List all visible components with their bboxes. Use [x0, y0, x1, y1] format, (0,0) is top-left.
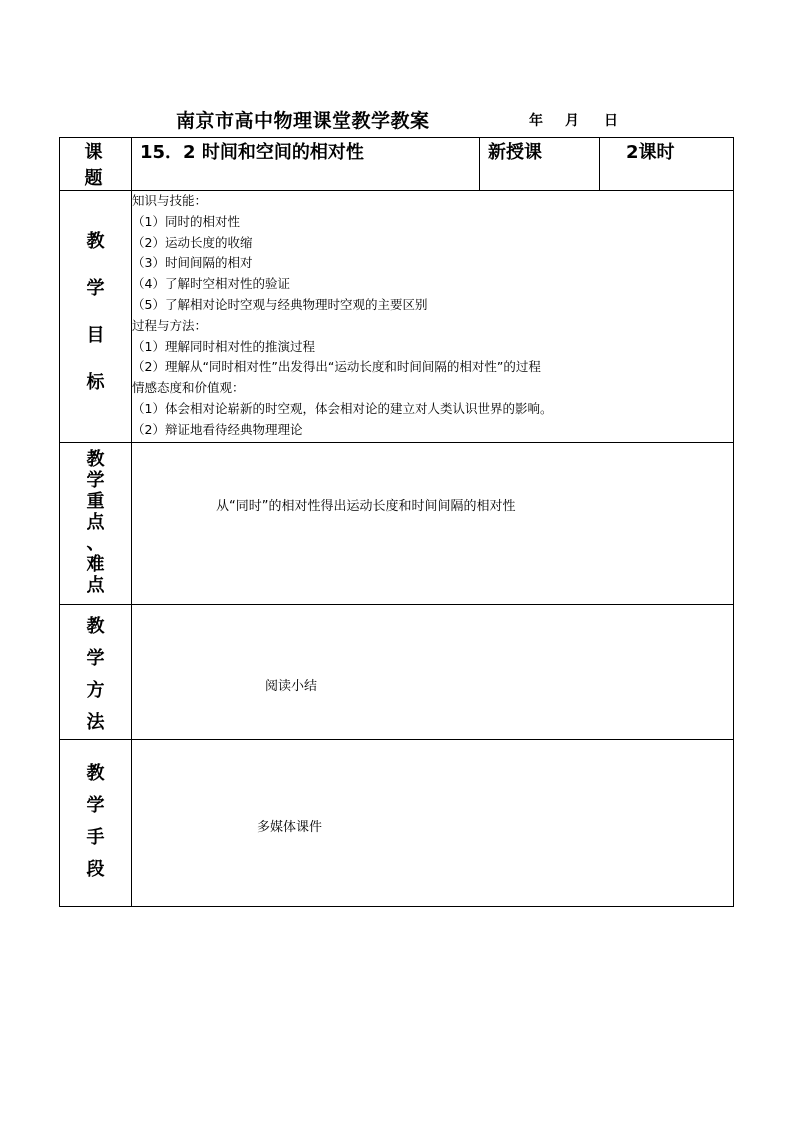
objectives-line: （1）理解同时相对性的推演过程	[132, 338, 315, 354]
method-text: 阅读小结	[265, 679, 318, 694]
objectives-line: 情感态度和价值观：	[132, 380, 245, 396]
lesson-plan-table	[59, 137, 734, 907]
objectives-line: （3）时间间隔的相对	[132, 255, 253, 271]
objectives-content	[132, 191, 734, 443]
year-label: 年	[529, 113, 543, 129]
month-label: 月	[565, 113, 579, 129]
objectives-line: （2）理解从“同时相对性”出发得出“运动长度和时间间隔的相对性”的过程	[132, 359, 541, 375]
title-row	[0, 106, 794, 132]
header-row	[60, 138, 734, 191]
key-points-label: 教 学 重 点 、 难 点	[60, 443, 132, 605]
means-row	[60, 740, 734, 907]
key-points-text: 从“同时”的相对性得出运动长度和时间间隔的相对性	[216, 499, 516, 514]
method-row	[60, 605, 734, 740]
means-content	[132, 740, 734, 907]
topic-label: 课 题	[60, 138, 132, 191]
objectives-row	[60, 191, 734, 443]
topic-value: 15．2 时间和空间的相对性	[132, 138, 480, 191]
method-label: 教 学 方 法	[60, 605, 132, 740]
objectives-line: 知识与技能：	[132, 193, 208, 208]
objectives-line: （4）了解时空相对性的验证	[132, 276, 290, 292]
objectives-label: 教 学 目 标	[60, 191, 132, 443]
day-label: 日	[604, 113, 618, 129]
objectives-line: （2）运动长度的收缩	[132, 234, 253, 250]
objectives-line: （2）辩证地看待经典物理理论	[132, 421, 303, 437]
objectives-line: （1）体会相对论崭新的时空观，体会相对论的建立对人类认识世界的影响。	[132, 400, 553, 416]
key-points-row	[60, 443, 734, 605]
means-label: 教 学 手 段	[60, 740, 132, 907]
means-text: 多媒体课件	[257, 820, 323, 835]
lesson-hours: 2课时	[600, 138, 734, 191]
method-content	[132, 605, 734, 740]
page-title: 南京市高中物理课堂教学教案	[176, 110, 430, 132]
key-points-content	[132, 443, 734, 605]
objectives-line: （5）了解相对论时空观与经典物理时空观的主要区别	[132, 296, 428, 312]
lesson-type: 新授课	[480, 138, 600, 191]
objectives-line: （1）同时的相对性	[132, 213, 240, 229]
objectives-line: 过程与方法：	[132, 317, 208, 333]
